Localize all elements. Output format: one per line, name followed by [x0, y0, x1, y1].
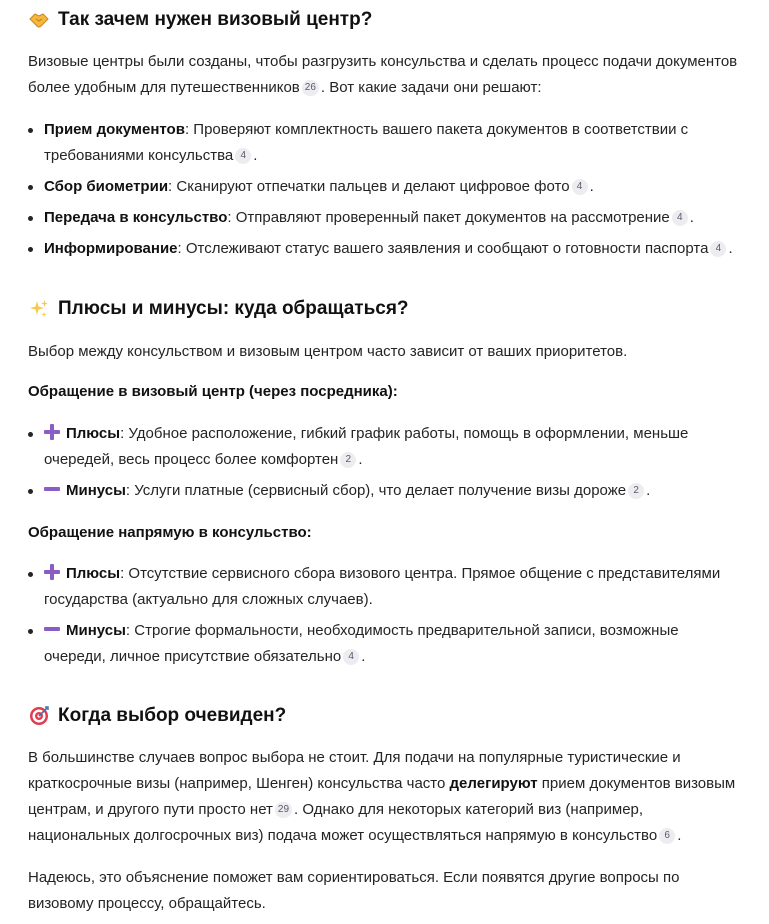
- minus-icon: [44, 621, 60, 637]
- citation-badge[interactable]: 2: [628, 483, 644, 499]
- citation-badge[interactable]: 29: [275, 802, 292, 818]
- plus-icon: [44, 424, 60, 440]
- citation-badge[interactable]: 4: [672, 210, 688, 226]
- section-title: Когда выбор очевиден?: [58, 705, 287, 726]
- section-heading-pros-cons: [28, 289, 409, 329]
- citation-badge[interactable]: 26: [302, 80, 319, 96]
- closing-paragraph: Надеюсь, это объяснение поможет вам сориентироваться. Если появятся другие вопросы по визовому процессу, обращайтесь.: [28, 869, 680, 912]
- citation-badge[interactable]: 4: [235, 148, 251, 164]
- list-item-cons: Минусы: Услуги платные (сервисный сбор), что делает получение визы дороже 2 .: [28, 478, 740, 504]
- list-item: Прием документов: Проверяют комплектность вашего пакета документов в соответствии с требованиями консульства 4 .: [28, 117, 740, 169]
- list-item: Передача в консульство: Отправляют проверенный пакет документов на рассмотрение 4 .: [28, 205, 740, 231]
- section-heading-obvious-choice: [28, 696, 286, 736]
- sparkles-icon: [28, 298, 50, 320]
- section-intro: Выбор между консульством и визовым центром часто зависит от ваших приоритетов.: [28, 343, 628, 360]
- citation-badge[interactable]: 6: [659, 828, 675, 844]
- citation-badge[interactable]: 2: [340, 452, 356, 468]
- section-heading-why-visa-center: [28, 0, 372, 40]
- list-item-cons: Минусы: Строгие формальности, необходимость предварительной записи, возможные очереди, личное присутствие обязательно 4 .: [28, 618, 740, 670]
- section-title: Плюсы и минусы: куда обращаться?: [58, 298, 409, 319]
- target-icon: [28, 705, 50, 727]
- visa-center-pros-cons-list: [28, 421, 740, 504]
- citation-badge[interactable]: 4: [710, 241, 726, 257]
- tasks-list: [28, 117, 740, 262]
- list-item: Информирование: Отслеживают статус вашего заявления и сообщают о готовности паспорта 4 .: [28, 236, 740, 262]
- section-paragraph: В большинстве случаев вопрос выбора не стоит. Для подачи на популярные туристические и краткосрочные визы (например, Шенген) консульства часто делегируют прием документов визовым центрам, и другого пути просто нет 29 . Однако для некоторых категорий виз (например, национальных долгосрочных виз) подача может осуществляться напрямую в консульство 6 .: [28, 749, 736, 844]
- section-intro: Визовые центры были созданы, чтобы разгрузить консульства и сделать процесс подачи документов более удобным для путешественников 26 . Вот какие задачи они решают:: [28, 53, 738, 96]
- list-item-pros: Плюсы: Отсутствие сервисного сбора визового центра. Прямое общение с представителями государства (актуально для сложных случаев).: [28, 561, 740, 613]
- section-title: Так зачем нужен визовый центр?: [58, 9, 373, 30]
- plus-icon: [44, 564, 60, 580]
- group-heading-visa-center: Обращение в визовый центр (через посредника):: [28, 383, 398, 400]
- handshake-icon: [28, 9, 50, 31]
- citation-badge[interactable]: 4: [572, 179, 588, 195]
- list-item-pros: Плюсы: Удобное расположение, гибкий график работы, помощь в оформлении, меньше очередей, весь процесс более комфортен 2 .: [28, 421, 740, 473]
- list-item: Сбор биометрии: Сканируют отпечатки пальцев и делают цифровое фото 4 .: [28, 174, 740, 200]
- consulate-pros-cons-list: [28, 561, 740, 670]
- citation-badge[interactable]: 4: [343, 649, 359, 665]
- minus-icon: [44, 481, 60, 497]
- group-heading-consulate: Обращение напрямую в консульство:: [28, 524, 312, 541]
